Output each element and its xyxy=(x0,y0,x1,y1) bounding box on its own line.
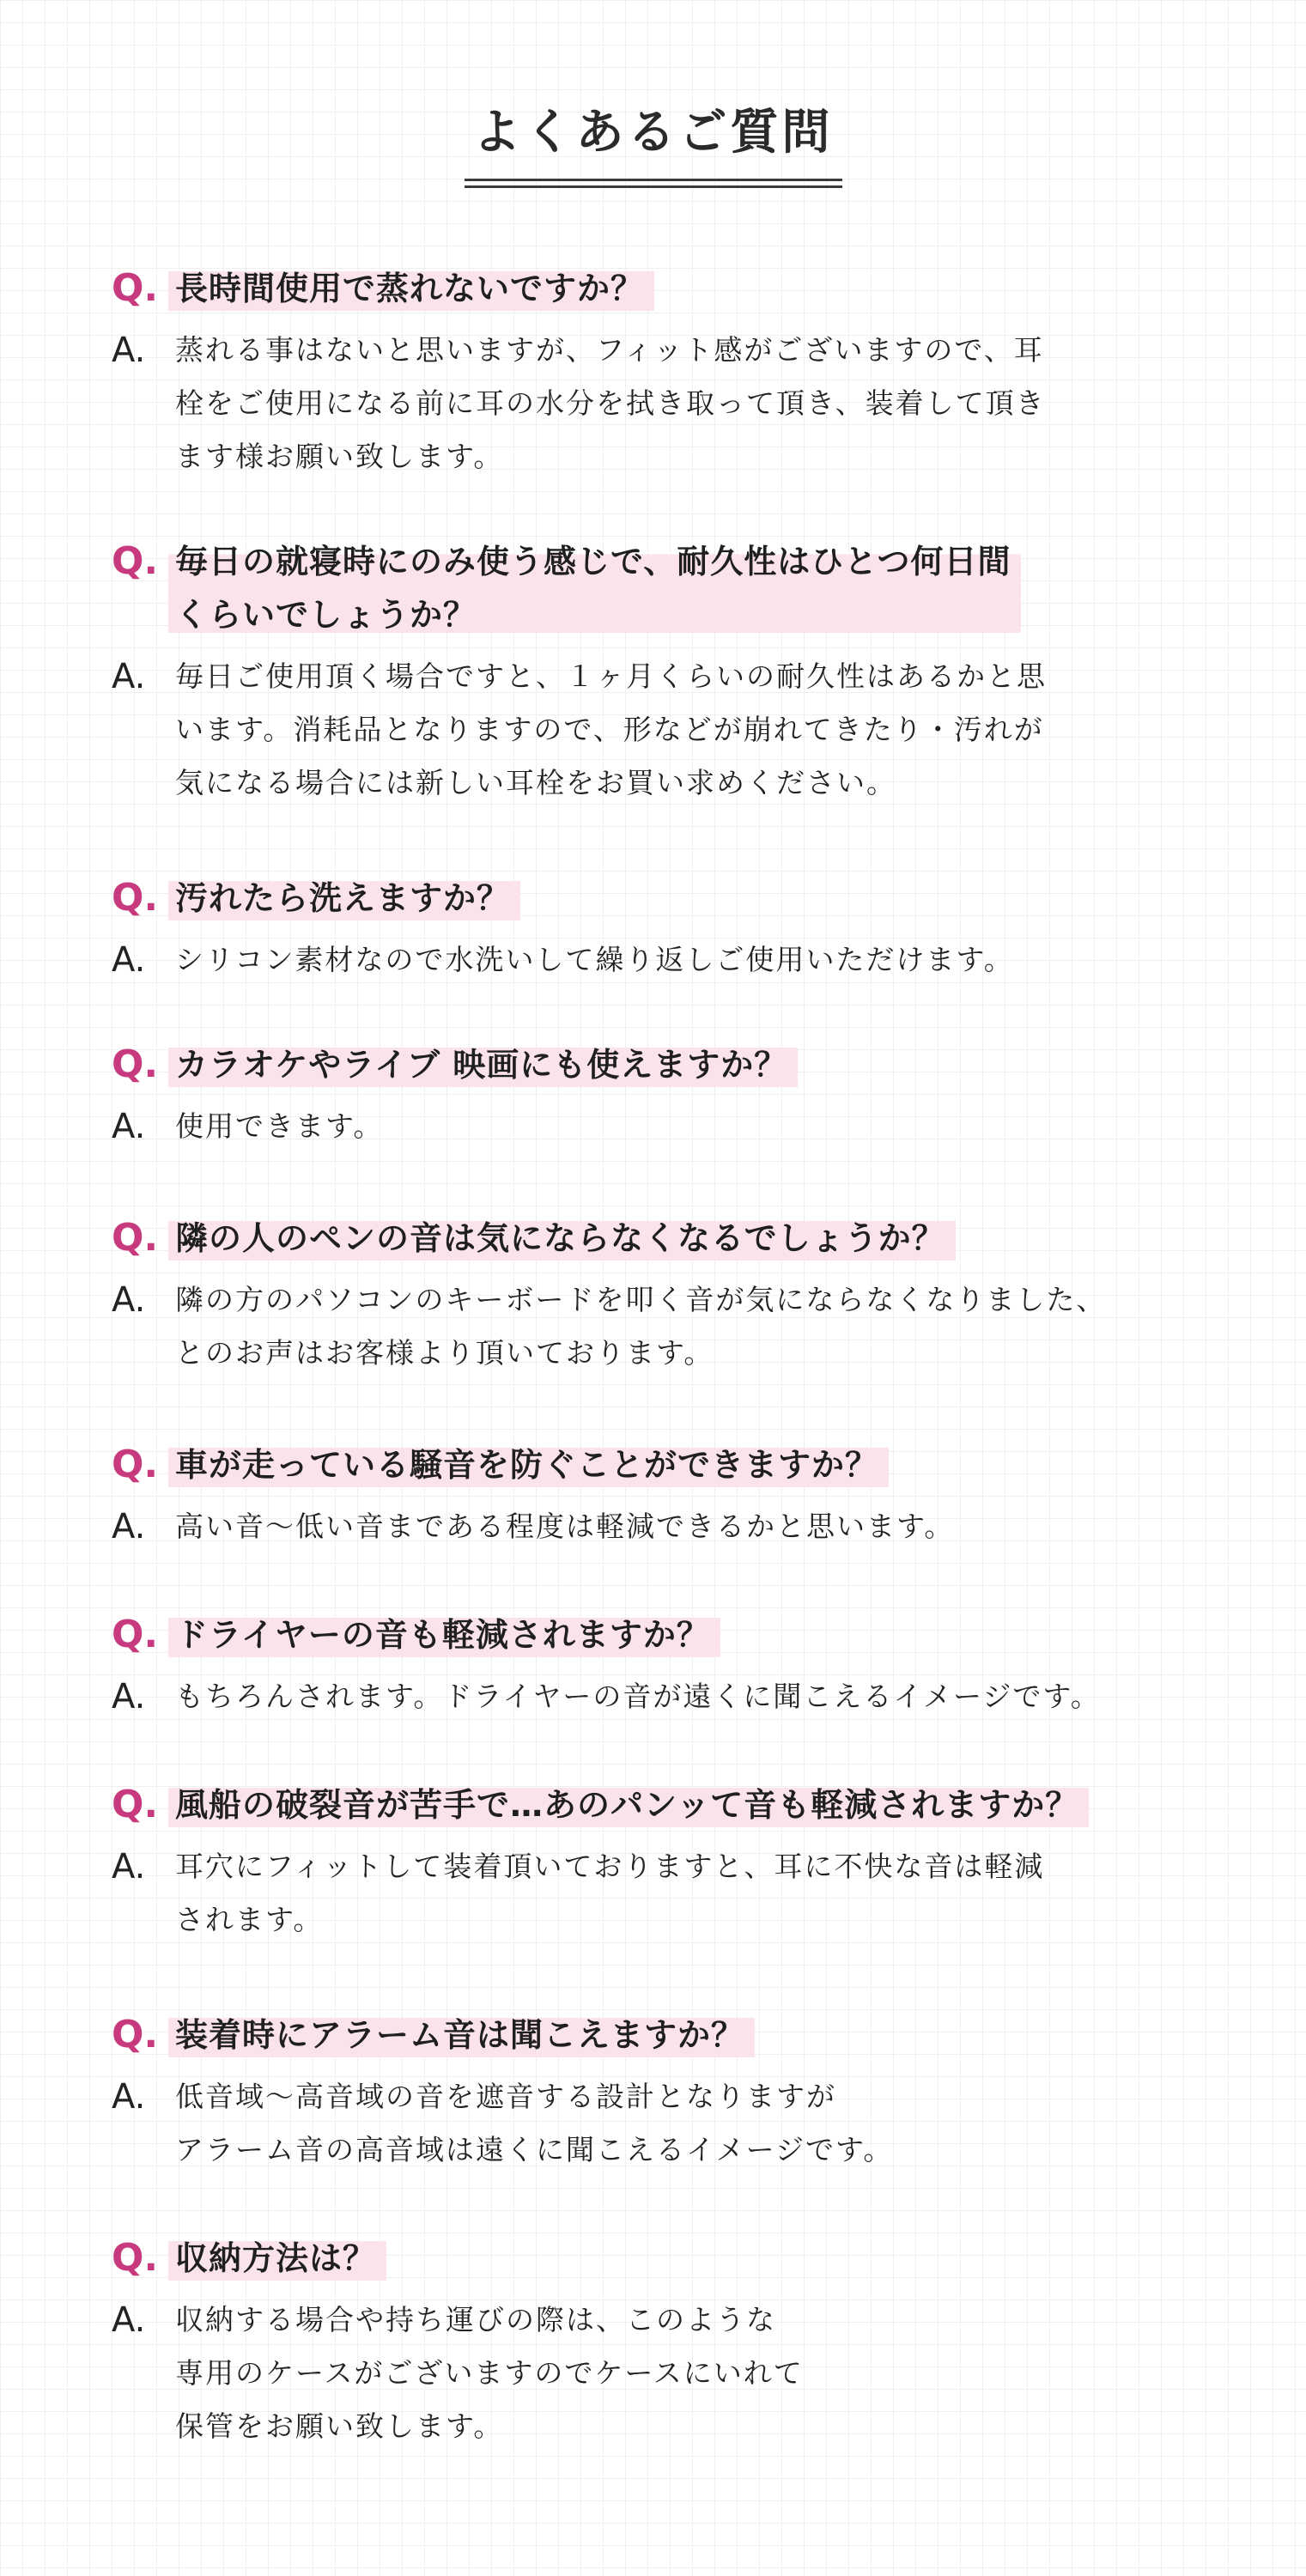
faq-item xyxy=(112,1438,1194,1553)
question-text: ドライヤーの音も軽減されますか？ xyxy=(168,1608,720,1662)
faq-item xyxy=(112,1212,1194,1380)
answer-text: 使用できます。 xyxy=(175,1109,384,1143)
answer-text: シリコン素材なので水洗いして繰り返しご使用いただけます。 xyxy=(175,943,1014,976)
question-mark: Q. xyxy=(112,1783,159,1826)
answer-text: 蒸れる事はないと思いますが、フィット感がございますので、耳 栓をご使用になる前に耳の水分を拭き取って頂き、装着して頂き ます様お願い致します。 xyxy=(175,333,1046,473)
question-mark: Q. xyxy=(112,1613,159,1656)
answer-text: 高い音〜低い音まである程度は軽減できるかと思います。 xyxy=(175,1510,955,1543)
answer-row xyxy=(112,1273,1194,1380)
answer-row xyxy=(112,2070,1194,2177)
answer-row xyxy=(112,324,1194,483)
faq-item xyxy=(112,2232,1194,2453)
question-mark: Q. xyxy=(112,876,159,920)
answer-mark: A. xyxy=(112,2077,146,2117)
question-mark: Q. xyxy=(112,2236,159,2280)
answer-mark: A. xyxy=(112,1107,146,1146)
question-text: カラオケやライブ 映画にも使えますか？ xyxy=(168,1038,798,1091)
question-text: 毎日の就寝時にのみ使う感じで、耐久性はひとつ何日間 くらいでしょうか？ xyxy=(168,535,1021,641)
answer-mark: A. xyxy=(112,1677,146,1716)
answer-row xyxy=(112,1100,1194,1153)
answer-row xyxy=(112,2293,1194,2453)
question-row xyxy=(112,262,1194,315)
question-text: 汚れたら洗えますか？ xyxy=(168,872,520,925)
question-mark: Q. xyxy=(112,1443,159,1486)
question-row xyxy=(112,1608,1194,1662)
answer-mark: A. xyxy=(112,657,146,696)
answer-text: 隣の方のパソコンのキーボードを叩く音が気にならなくなりました、 とのお声はお客様より頂いております。 xyxy=(175,1283,1107,1370)
answer-row xyxy=(112,1500,1194,1553)
question-text: 隣の人のペンの音は気にならなくなるでしょうか？ xyxy=(168,1212,956,1265)
answer-mark: A. xyxy=(112,940,146,980)
answer-mark: A. xyxy=(112,1507,146,1546)
faq-item xyxy=(112,2008,1194,2177)
question-row xyxy=(112,1778,1194,1832)
question-mark: Q. xyxy=(112,2013,159,2057)
question-row xyxy=(112,2232,1194,2285)
answer-text: 低音域〜高音域の音を遮音する設計となりますが アラーム音の高音域は遠くに聞こえるイメージです。 xyxy=(175,2080,894,2166)
faq-item xyxy=(112,535,1194,810)
answer-mark: A. xyxy=(112,2300,146,2340)
title-block xyxy=(0,94,1306,181)
answer-mark: A. xyxy=(112,1280,146,1320)
page-title: よくあるご質問 xyxy=(465,94,842,181)
question-text: 風船の破裂音が苦手で…あのパンッて音も軽減されますか？ xyxy=(168,1778,1089,1832)
answer-text: もちろんされます。ドライヤーの音が遠くに聞こえるイメージです。 xyxy=(175,1680,1101,1713)
answer-text: 毎日ご使用頂く場合ですと、１ヶ月くらいの耐久性はあるかと思 います。消耗品となりますので、形などが崩れてきたり・汚れが 気になる場合には新しい耳栓をお買い求めください。 xyxy=(175,659,1047,799)
question-text: 収納方法は？ xyxy=(168,2232,386,2285)
answer-row xyxy=(112,1840,1194,1947)
answer-text: 収納する場合や持ち運びの際は、このような 専用のケースがございますのでケースにいれて 保管をお願い致します。 xyxy=(175,2303,804,2443)
question-mark: Q. xyxy=(112,539,159,583)
faq-item xyxy=(112,872,1194,987)
faq-item xyxy=(112,1778,1194,1947)
question-row xyxy=(112,872,1194,925)
answer-row xyxy=(112,933,1194,987)
question-mark: Q. xyxy=(112,1042,159,1086)
question-mark: Q. xyxy=(112,266,159,310)
faq-item xyxy=(112,1038,1194,1153)
faq-item xyxy=(112,1608,1194,1723)
question-row xyxy=(112,2008,1194,2062)
faq-item xyxy=(112,262,1194,483)
answer-text: 耳穴にフィットして装着頂いておりますと、耳に不快な音は軽減 されます。 xyxy=(175,1850,1045,1936)
answer-mark: A. xyxy=(112,331,146,370)
answer-row xyxy=(112,650,1194,810)
question-text: 装着時にアラーム音は聞こえますか？ xyxy=(168,2008,755,2062)
question-text: 車が走っている騒音を防ぐことができますか？ xyxy=(168,1438,889,1492)
faq-list xyxy=(112,262,1194,2453)
question-row xyxy=(112,1212,1194,1265)
answer-row xyxy=(112,1670,1194,1723)
question-row xyxy=(112,1038,1194,1091)
question-mark: Q. xyxy=(112,1216,159,1260)
question-row xyxy=(112,1438,1194,1492)
question-text: 長時間使用で蒸れないですか？ xyxy=(168,262,654,315)
question-row xyxy=(112,535,1194,641)
answer-mark: A. xyxy=(112,1847,146,1886)
